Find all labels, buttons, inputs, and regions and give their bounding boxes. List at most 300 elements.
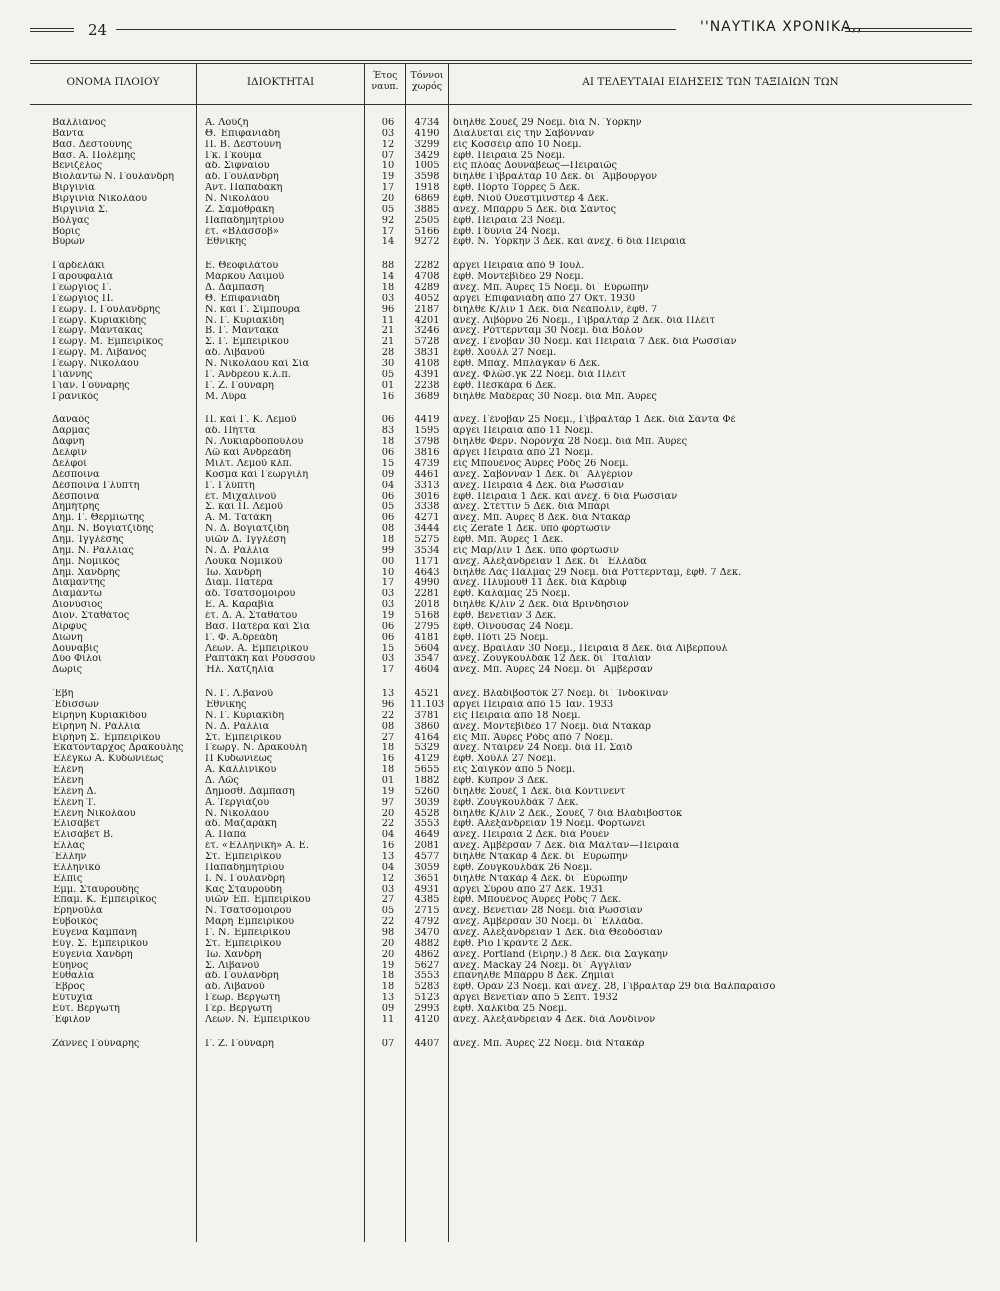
voyage-news: ἀνεχ. Ἀλεξάνδρειαν 1 Δεκ. διὰ Θεοδόσιαν — [453, 928, 663, 939]
ship-name: Ἐλισάβετ — [52, 819, 100, 830]
table-row — [30, 283, 972, 294]
build-year: 27 — [381, 895, 395, 906]
table-row — [30, 722, 972, 733]
voyage-news: διῆλθε Σουέζ 29 Νοεμ. διά Ν. Ύόρκην — [453, 118, 642, 128]
tonnage: 4271 — [414, 513, 440, 524]
journal-title: ''ΝΑΥΤΙΚΑ ΧΡΟΝΙΚΑ,, — [700, 19, 863, 35]
build-year: 28 — [381, 348, 395, 359]
tonnage: 4461 — [414, 469, 440, 480]
ship-name: Γαρδελάκι — [52, 261, 105, 272]
table-row — [30, 895, 972, 906]
owner-name: Γ. Ζ. Γούναρη — [205, 380, 274, 391]
tonnage: 2018 — [414, 600, 440, 611]
table-row — [30, 140, 972, 151]
tonnage: 4882 — [414, 938, 440, 949]
table-row — [30, 261, 972, 272]
owner-name: Μαρῆ Ἐμπειρίκου — [205, 917, 295, 928]
tonnage: 5260 — [414, 786, 440, 797]
build-year: 05 — [381, 204, 395, 215]
build-year: 18 — [381, 437, 395, 448]
table-row — [30, 205, 972, 216]
voyage-news: ἔφθ. Καλάμας 25 Νοεμ. — [453, 589, 571, 600]
owner-name: Ι. Ν. Γουλανδρῆ — [205, 873, 285, 884]
tonnage: 11.103 — [409, 699, 445, 710]
voyage-news: διῆλθε Σουέζ 1 Δεκ. διὰ Κόντινεντ — [453, 786, 626, 797]
tonnage: 1005 — [414, 161, 440, 172]
tonnage: 6869 — [414, 194, 440, 205]
tonnage: 3534 — [414, 545, 440, 556]
build-year: 06 — [381, 632, 395, 643]
owner-name: Δ. Δάμπαση — [205, 283, 264, 294]
tonnage: 4120 — [414, 1014, 440, 1025]
owner-name: Ν. Νικολάου — [205, 808, 269, 819]
table-row — [30, 568, 972, 579]
ship-name: Εὐθαλία — [52, 971, 95, 982]
tonnage: 3444 — [414, 524, 440, 535]
table-top-rule — [30, 60, 972, 61]
ship-name: Ἐμμ. Σταυρούδης — [52, 884, 140, 895]
ship-name: Δημ. Ν. Βογιατζίδης — [52, 524, 154, 535]
tonnage: 9272 — [414, 237, 440, 248]
table-row — [30, 326, 972, 337]
build-year: 27 — [381, 732, 395, 743]
tonnage: 5275 — [414, 534, 440, 545]
ship-name: Εἰρήνη Ν. Ράλλια — [52, 721, 141, 732]
voyage-news: ἀνεχ. Μοντεβίδεο 17 Νοεμ. διὰ Ντακὰρ — [453, 721, 651, 732]
build-year: 22 — [381, 819, 395, 830]
owner-name: Α. Παπᾶ — [205, 830, 247, 841]
build-year: 04 — [381, 830, 395, 841]
running-head — [30, 16, 972, 42]
build-year: 07 — [381, 1038, 395, 1049]
voyage-news: ἀνεχ. Μπάρρυ 5 Δεκ. διὰ Σάντος — [453, 204, 617, 215]
ship-name: Βόρις — [52, 226, 81, 237]
owner-name: Ἐθνικῆς — [205, 699, 247, 710]
owner-name: Γ. Ἀνδρέου κ.λ.π. — [205, 369, 291, 380]
ship-name: Δελφὶν — [52, 448, 88, 459]
build-year: 09 — [381, 469, 395, 480]
owner-name: Γεωργ. Ν. Δρακούλη — [205, 743, 308, 754]
tonnage: 5655 — [414, 765, 440, 776]
voyage-news: ἔφθ. Οἰνούσας 24 Νοεμ. — [453, 621, 574, 632]
voyage-news: ἀνεχ. Βενετίαν 28 Νοεμ. διὰ Ρωσσίαν — [453, 906, 643, 917]
tonnage: 2505 — [414, 215, 440, 226]
voyage-news: ἔφθ. Χαλκίδα 25 Νοεμ. — [453, 1004, 568, 1015]
table-row — [30, 316, 972, 327]
voyage-news: ἀνεχ. Μπ. Ἄϋρες 24 Νοεμ. δι᾽ Ἀμβέρσαν — [453, 665, 653, 676]
ship-name: Εὐβοϊκὸς — [52, 917, 99, 928]
voyage-news: διῆλθε Φερν. Νορόνχα 28 Νοεμ. διὰ Μπ. Ἄϋρες — [453, 437, 688, 448]
build-year: 18 — [381, 971, 395, 982]
table-row — [30, 502, 972, 513]
voyage-news: Διαλύεται εἰς τὴν Σαβόνναν — [453, 128, 595, 139]
tonnage: 3338 — [414, 502, 440, 513]
voyage-news: εἰς Κοσσέϊρ ἀπὸ 10 Νοεμ. — [453, 139, 582, 150]
table-row — [30, 689, 972, 700]
voyage-news: ἀργεῖ Βενετίαν ἀπὸ 5 Σεπτ. 1932 — [453, 993, 618, 1004]
tonnage: 3299 — [414, 139, 440, 150]
owner-name: Μάρκου Λαιμοῦ — [205, 272, 285, 283]
build-year: 22 — [381, 917, 395, 928]
owner-name: ἑτ. «Ἑλληνική» Α. Ε. — [205, 841, 309, 852]
table-row — [30, 798, 972, 809]
tonnage: 4577 — [414, 852, 440, 862]
voyage-news: ἔφθ. Πειραιᾶ 23 Νοεμ. — [453, 215, 566, 226]
ship-name: Ἑλένη — [52, 765, 84, 776]
ship-name: Βάντα — [52, 128, 84, 139]
table-row — [30, 151, 972, 162]
owner-name: Α. Μ. Τατάκη — [205, 513, 272, 524]
build-year: 21 — [381, 337, 395, 348]
build-year: 18 — [381, 534, 395, 545]
owner-name: Ν. καὶ Γ. Σίμπουρα — [205, 304, 301, 315]
voyage-news: ἔφθ. Ζουγκουλδὰκ 26 Νοεμ. — [453, 862, 593, 873]
build-year: 20 — [381, 808, 395, 819]
tonnage: 2795 — [414, 621, 440, 632]
tonnage: 5627 — [414, 960, 440, 971]
table-row — [30, 237, 972, 248]
table-row — [30, 227, 972, 238]
table-row — [30, 633, 972, 644]
build-year: 03 — [381, 128, 395, 139]
build-year: 08 — [381, 524, 395, 535]
build-year: 06 — [381, 118, 395, 128]
table-row — [30, 172, 972, 183]
tonnage: 3816 — [414, 448, 440, 459]
owner-name: Ν. Δ. Ράλλια — [205, 545, 270, 556]
owner-name: Π. καὶ Γ. Κ. Λεμοῦ — [205, 415, 297, 426]
col-header-name: ΟΝΟΜΑ ΠΛΟΙΟΥ — [66, 75, 160, 88]
ship-name: Ἐπαμ. Κ. Ἐμπειρίκος — [52, 895, 157, 906]
owner-name: ἑτ. Δ. Α. Σταθάτου — [205, 610, 298, 621]
build-year: 03 — [381, 600, 395, 611]
ship-name: Εἰρήνη Κυριακίδου — [52, 710, 147, 721]
voyage-news: ἔφθ. Πόρτο Τόρρες 5 Δεκ. — [453, 183, 581, 194]
owner-name: ἀδ. Μαζαράκη — [205, 819, 277, 830]
tonnage: 4129 — [414, 754, 440, 765]
tonnage: 4643 — [414, 567, 440, 578]
tonnage: 1918 — [414, 183, 440, 194]
tonnage: 3781 — [414, 710, 440, 721]
ship-name: Ἔβη — [52, 689, 74, 700]
owner-name: Ν. Γ. Κυριακίδη — [205, 710, 285, 721]
table-row — [30, 161, 972, 172]
tonnage: 4862 — [414, 949, 440, 960]
build-year: 06 — [381, 621, 395, 632]
owner-name: Σ. Γ. Ἐμπειρίκου — [205, 337, 289, 348]
tonnage: 3313 — [414, 480, 440, 491]
ship-name: Βασ. Δεστούνης — [52, 139, 133, 150]
ship-name: Ἐρηνοῦλα — [52, 906, 103, 917]
build-year: 05 — [381, 369, 395, 380]
tonnage: 2081 — [414, 841, 440, 852]
owner-name: ἀδ. Λιβανοῦ — [205, 348, 265, 359]
tonnage: 5168 — [414, 610, 440, 621]
tonnage: 3689 — [414, 391, 440, 402]
ship-name: Ἕλλην — [52, 852, 87, 862]
voyage-news: ἔφθ. Ἀλεξάνδρειαν 19 Νοεμ. Φορτώνει — [453, 819, 646, 830]
table-row — [30, 787, 972, 798]
owner-name: Βασ. Πατέρα καὶ Σία — [205, 621, 310, 632]
ship-name: Δημ. Ν. Ράλλιας — [52, 545, 134, 556]
build-year: 03 — [381, 654, 395, 665]
table-row — [30, 415, 972, 426]
table-row — [30, 874, 972, 885]
ship-name: Ἐλπὶς — [52, 873, 83, 884]
table-row — [30, 885, 972, 896]
voyage-news: ἔφθ. Νιοῦ Οὐεστμίνστερ 4 Δεκ. — [453, 194, 609, 205]
build-year: 17 — [381, 226, 395, 237]
voyage-news: ἀνεχ. Γένοβαν 25 Νοεμ., Γιβραλτὰρ 1 Δεκ. διὰ Σάντα Φὲ — [453, 415, 736, 426]
ship-name: Εὔηνος — [52, 960, 89, 971]
table-row — [30, 622, 972, 633]
owner-name: Λουκᾶ Νομικοῦ — [205, 556, 283, 567]
table-row — [30, 305, 972, 316]
table-row — [30, 194, 972, 205]
ship-name: Δημήτρης — [52, 502, 100, 513]
tonnage: 5329 — [414, 743, 440, 754]
ship-name: Βασ. Α. Πολέμης — [52, 150, 136, 161]
tonnage: 4164 — [414, 732, 440, 743]
build-year: 04 — [381, 480, 395, 491]
owner-name: ἀδ. Γουλανδρῆ — [205, 971, 279, 982]
table-row — [30, 961, 972, 972]
owner-name: Ἠλ. Χατζηλία — [205, 665, 275, 676]
build-year: 03 — [381, 293, 395, 304]
owner-name: Ν. Νικολάου — [205, 194, 269, 205]
ship-name: Δελφοὶ — [52, 458, 87, 469]
voyage-news: ἔφθ. Μοντεβίδεο 29 Νοεμ. — [453, 272, 584, 283]
tonnage: 4052 — [414, 293, 440, 304]
tonnage: 4734 — [414, 118, 440, 128]
build-year: 20 — [381, 949, 395, 960]
voyage-news: διῆλθε Κ/λιν 1 Δεκ. διὰ Νεάπολιν, ἔφθ. 7 — [453, 304, 658, 315]
head-rule-middle — [116, 29, 676, 30]
table-row — [30, 524, 972, 535]
group-spacer — [30, 676, 972, 689]
owner-name: Ἀντ. Παπαδάκη — [205, 183, 283, 194]
build-year: 13 — [381, 689, 395, 700]
voyage-news: ἀνεχ. Ἀμβέρσαν 7 Δεκ. διὰ Μάλταν—Πειραιᾶ — [453, 841, 680, 852]
table-row — [30, 700, 972, 711]
build-year: 13 — [381, 852, 395, 862]
ship-name: Βιργινία — [52, 183, 95, 194]
table-row — [30, 359, 972, 370]
owner-name: Α. Τεργιάζου — [205, 797, 270, 808]
ship-name: Βενιζέλος — [52, 161, 103, 172]
tonnage: 3651 — [414, 873, 440, 884]
owner-name: Π Κυδωνιέως — [205, 754, 273, 765]
tonnage: 3598 — [414, 172, 440, 183]
owner-name: Ε. Θεοφιλάτου — [205, 261, 279, 272]
voyage-news: ἀνεχ. Μπ. Ἄϋρες 15 Νοεμ. δι᾽ Εὐρώπην — [453, 283, 649, 294]
build-year: 06 — [381, 448, 395, 459]
voyage-news: ἔφθ. Πότι 25 Νοεμ. — [453, 632, 549, 643]
voyage-news: ἔφθ. Ζουγκουλδὰκ 7 Δεκ. — [453, 797, 579, 808]
table-row — [30, 841, 972, 852]
owner-name: Π. Β. Δεστούνη — [205, 139, 282, 150]
build-year: 19 — [381, 960, 395, 971]
build-year: 00 — [381, 556, 395, 567]
ship-name: Βύρων — [52, 237, 85, 248]
voyage-news: διῆλθε Ντακὰρ 4 Δεκ. δι᾽ Εὐρώπην — [453, 873, 628, 884]
owner-name: Γ. Ν. Ἐμπειρίκου — [205, 928, 291, 939]
build-year: 03 — [381, 589, 395, 600]
owner-name: ἀδ. Λιβανοῦ — [205, 982, 265, 993]
voyage-news: ἐπανῆλθε Μπάρρυ 8 Δεκ. Ζημίαι — [453, 971, 615, 982]
build-year: 04 — [381, 862, 395, 873]
owner-name: Ἰω. Χανδρῆ — [205, 567, 262, 578]
build-year: 11 — [381, 315, 395, 326]
group-spacer — [30, 1026, 972, 1039]
ship-name: Διαμάντω — [52, 589, 102, 600]
table-row — [30, 928, 972, 939]
head-rule-left — [30, 28, 74, 32]
ship-name: Εὐγ. Σ. Ἐμπειρίκου — [52, 938, 149, 949]
table-row — [30, 381, 972, 392]
ship-name: Δέσποινα — [52, 491, 100, 502]
tonnage: 3831 — [414, 348, 440, 359]
owner-name: Γεωρ. Βεργωτῆ — [205, 993, 281, 1004]
owner-name: Α. Λούζη — [205, 118, 249, 128]
table-row — [30, 711, 972, 722]
owner-name: Β. Γ. Μάντακα — [205, 326, 279, 337]
owner-name: Ν. Γ. Λ.βανοῦ — [205, 689, 274, 700]
owner-name: Στ. Ἐμπειρίκου — [205, 732, 282, 743]
build-year: 11 — [381, 1014, 395, 1025]
tonnage: 5123 — [414, 993, 440, 1004]
ship-name: Εὐτυχία — [52, 993, 93, 1004]
voyage-news: εἰς Μπ. Ἄϋρες Ρόδς ἀπὸ 7 Νοεμ. — [453, 732, 614, 743]
voyage-news: εἰς Zerate 1 Δεκ. ὑπὸ φόρτωσιν — [453, 524, 611, 535]
build-year: 13 — [381, 993, 395, 1004]
table-row — [30, 535, 972, 546]
tonnage: 1171 — [414, 556, 440, 567]
owner-name: Γ. Ζ. Γούναρη — [205, 1038, 274, 1049]
ship-name: Διαμαντῆς — [52, 578, 106, 589]
group-spacer — [30, 402, 972, 415]
voyage-news: εἰς πλόας Δουνάβεως—Πειραιῶς — [453, 161, 617, 172]
voyage-news: εἰς Σαϊγκὸν ἀπὸ 5 Νοεμ. — [453, 765, 576, 776]
ship-name: Ἑλένη Δ. — [52, 786, 97, 797]
ship-name: Ἔδισσων — [52, 699, 99, 710]
tonnage: 5604 — [414, 643, 440, 654]
owner-name: Λεων. Α. Ἐμπειρίκου — [205, 643, 309, 654]
owner-name: Ν. Λυκιαρδοπούλου — [205, 437, 304, 448]
table-row — [30, 982, 972, 993]
table-row — [30, 776, 972, 787]
owner-name: Διαμ. Πατέρα — [205, 578, 274, 589]
table-row — [30, 754, 972, 765]
tonnage: 5728 — [414, 337, 440, 348]
owner-name: Μ. Λύρα — [205, 391, 247, 402]
owner-name: Παπαδημητρίου — [205, 862, 285, 873]
table-row — [30, 665, 972, 676]
table-row — [30, 654, 972, 665]
owner-name: ἑτ. «Βλάσσοβ» — [205, 226, 279, 237]
voyage-news: ἔφθ. Μπάχ. Μπλάγκαν 6 Δεκ. — [453, 359, 601, 370]
build-year: 83 — [381, 426, 395, 437]
voyage-news: ἔφθ. Ὀράν 23 Νοεμ. καὶ ἀνεχ. 28, Γιβραλτὰρ 29 διὰ Βαλπαραΐσο — [453, 982, 776, 993]
build-year: 18 — [381, 765, 395, 776]
ship-name: Δαναὸς — [52, 415, 90, 426]
owner-name: Σ. Λιβανοῦ — [205, 960, 260, 971]
tonnage: 2282 — [414, 261, 440, 272]
owner-name: Παπαδημητρίου — [205, 215, 285, 226]
voyage-news: ἔφθ. Γδύνια 24 Νοεμ. — [453, 226, 561, 237]
table-row — [30, 118, 972, 129]
owner-name: ἀδ. Γουλανδρῆ — [205, 172, 279, 183]
voyage-news: διῆλθε Γιβραλτὰρ 10 Δεκ. δι᾽ Ἄμβουργον — [453, 172, 658, 183]
ship-name: Γεώργ. Μάντακας — [52, 326, 143, 337]
table-row — [30, 611, 972, 622]
build-year: 06 — [381, 491, 395, 502]
build-year: 88 — [381, 261, 395, 272]
build-year: 17 — [381, 665, 395, 676]
ship-name: Εἰρήνη Σ. Ἐμπειρίκου — [52, 732, 161, 743]
owner-name: ἀδ. Τσατσόμοιρου — [205, 589, 296, 600]
voyage-news: ἀνεχ. Πειραιᾶ 4 Δεκ. διὰ Ρωσσίαν — [453, 480, 624, 491]
ship-name: Ἑλένη — [52, 775, 84, 786]
ship-name: Ἑλληνικὸ — [52, 862, 101, 873]
owner-name: Α. Καλλινίκου — [205, 765, 277, 776]
page-number: 24 — [88, 21, 108, 39]
tonnage: 2993 — [414, 1004, 440, 1015]
build-year: 12 — [381, 139, 395, 150]
owner-name: Γ. Φ. Ἀ.δρεάδη — [205, 632, 278, 643]
table-row — [30, 743, 972, 754]
head-rule-right — [845, 28, 972, 32]
tonnage: 4391 — [414, 369, 440, 380]
build-year: 01 — [381, 775, 395, 786]
table-row — [30, 459, 972, 470]
ship-name: Εὐγενία Χανδρῆ — [52, 949, 133, 960]
table-row — [30, 819, 972, 830]
owner-name: Γ. Γλύπτη — [205, 480, 255, 491]
table-row — [30, 481, 972, 492]
table-row — [30, 939, 972, 950]
col-header-tons: Τόννοι χωρός — [410, 70, 444, 92]
table-row — [30, 183, 972, 194]
table-row — [30, 294, 972, 305]
table-row — [30, 1015, 972, 1026]
ship-name: Δίρφυς — [52, 621, 87, 632]
ship-name: Γεώργιος Π. — [52, 293, 114, 304]
table-row — [30, 513, 972, 524]
ship-name: Δωρὶς — [52, 665, 83, 676]
owner-name: Ζ. Σαμοθράκη — [205, 204, 275, 215]
owner-name: Ν. Νικολάου καὶ Σία — [205, 359, 310, 370]
voyage-news: ἔφθ. Κύπρον 3 Δεκ. — [453, 775, 549, 786]
tonnage: 4407 — [414, 1038, 440, 1049]
build-year: 14 — [381, 237, 395, 248]
group-spacer — [30, 248, 972, 261]
tonnage: 3470 — [414, 928, 440, 939]
ship-name: Ἐλέγκω Α. Κυδωνιέως — [52, 754, 164, 765]
voyage-news: ἀνεχ. Ἀλεξάνδρειαν 4 Δεκ. διὰ Λονδῖνον — [453, 1014, 656, 1025]
build-year: 20 — [381, 194, 395, 205]
table-row — [30, 437, 972, 448]
build-year: 92 — [381, 215, 395, 226]
tonnage: 1595 — [414, 426, 440, 437]
table-row — [30, 950, 972, 961]
build-year: 06 — [381, 513, 395, 524]
ship-name: Δημ. Ἰγγλέσης — [52, 534, 124, 545]
ship-name: Γεώργιος Γ. — [52, 283, 112, 294]
ship-name: Βιολαντὼ Ν. Γουλανδρῆ — [52, 172, 175, 183]
table-row — [30, 971, 972, 982]
owner-name: Δημοσθ. Δάμπαση — [205, 786, 295, 797]
